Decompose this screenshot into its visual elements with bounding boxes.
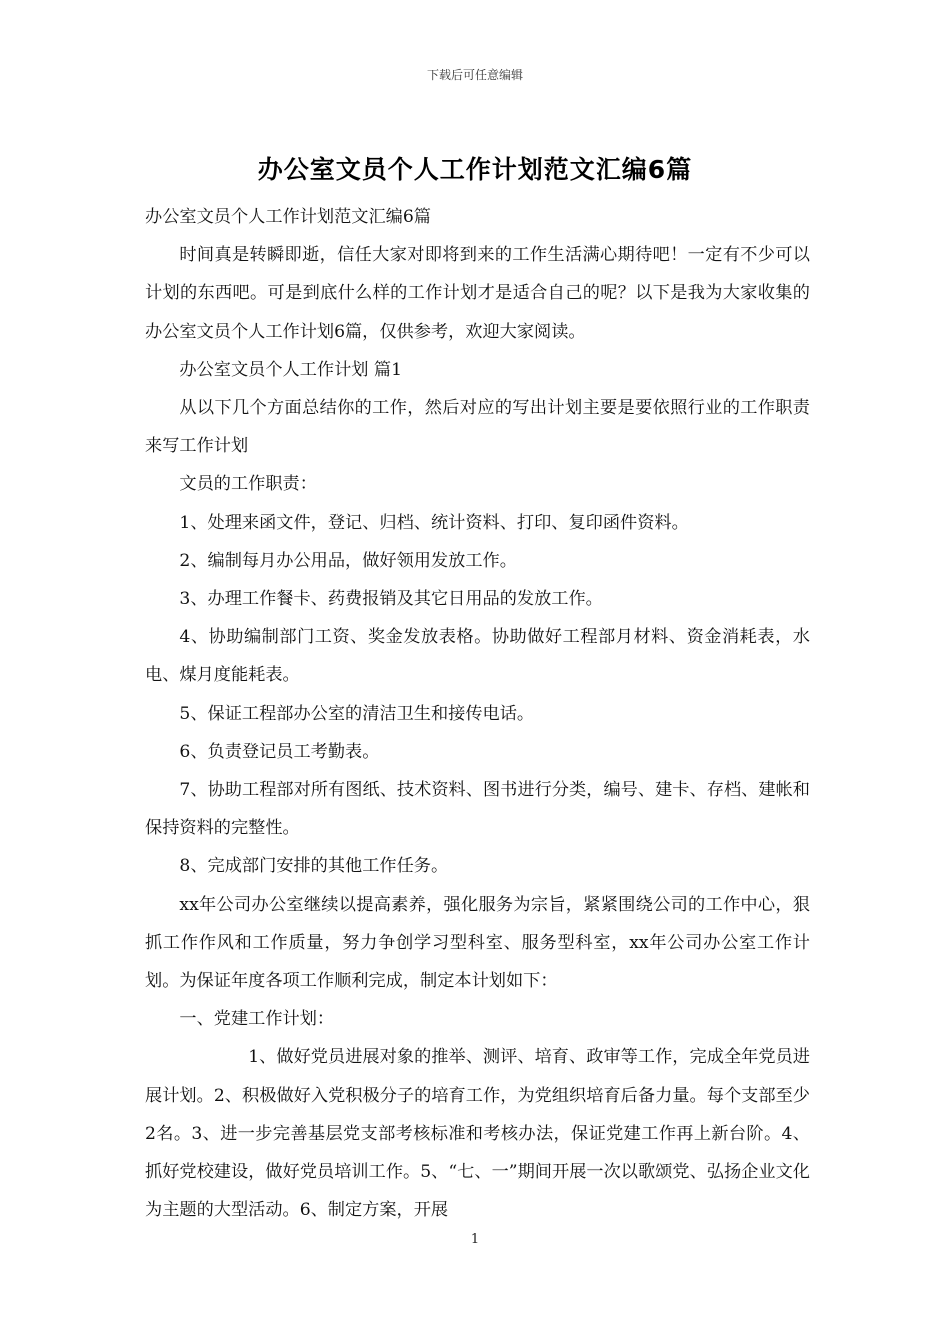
list-item: 7、协助工程部对所有图纸、技术资料、图书进行分类，编号、建卡、存档、建帐和保持资料的完整性。 <box>145 780 810 839</box>
body-paragraph: 从以下几个方面总结你的工作，然后对应的写出计划主要是要依照行业的工作职责来写工作计划 <box>145 398 810 457</box>
document-title: 办公室文员个人工作计划范文汇编6篇 <box>257 155 693 184</box>
list-item: 3、办理工作餐卡、药费报销及其它日用品的发放工作。 <box>179 589 603 610</box>
document-body <box>145 198 810 1229</box>
intro-paragraph: 时间真是转瞬即逝，信任大家对即将到来的工作生活满心期待吧！一定有不少可以计划的东西吧。可是到底什么样的工作计划才是适合自己的呢？以下是我为大家收集的办公室文员个人工作计划6篇，仅供参考，欢迎大家阅读。 <box>145 245 810 342</box>
body-paragraph: xx年公司办公室继续以提高素养，强化服务为宗旨，紧紧围绕公司的工作中心，狠抓工作作风和工作质量，努力争创学习型科室、服务型科室，xx年公司办公室工作计划。为保证年度各项工作顺利完成，制定本计划如下： <box>145 894 810 992</box>
duties-heading: 文员的工作职责： <box>179 474 317 495</box>
list-item: 4、协助编制部门工资、奖金发放表格。协助做好工程部月材料、资金消耗表，水电、煤月度能耗表。 <box>145 627 810 686</box>
party-plan-heading: 一、党建工作计划： <box>179 1009 335 1030</box>
list-item: 1、处理来函文件，登记、归档、统计资料、打印、复印函件资料。 <box>179 512 689 533</box>
list-item: 6、负责登记员工考勤表。 <box>179 741 380 762</box>
body-paragraph: 1、做好党员进展对象的推举、测评、培育、政审等工作，完成全年党员进展计划。2、积极做好入党积极分子的培育工作，为党组织培育后备力量。每个支部至少2名。3、进一步完善基层党支部考核标准和考核办法，保证党建工作再上新台阶。4、抓好党校建设，做好党员培训工作。5、“七、一”期间开展一次以歌颂党、弘扬企业文化为主题的大型活动。6、制定方案，开展 <box>145 1047 810 1221</box>
list-item: 5、保证工程部办公室的清洁卫生和接传电话。 <box>179 703 535 724</box>
page-number: 1 <box>470 1232 480 1247</box>
list-item: 2、编制每月办公用品，做好领用发放工作。 <box>179 550 517 571</box>
section-heading: 办公室文员个人工作计划 篇1 <box>179 359 403 380</box>
header-note: 下载后可任意编辑 <box>426 68 523 82</box>
subtitle-paragraph: 办公室文员个人工作计划范文汇编6篇 <box>145 207 431 227</box>
list-item: 8、完成部门安排的其他工作任务。 <box>179 856 449 877</box>
